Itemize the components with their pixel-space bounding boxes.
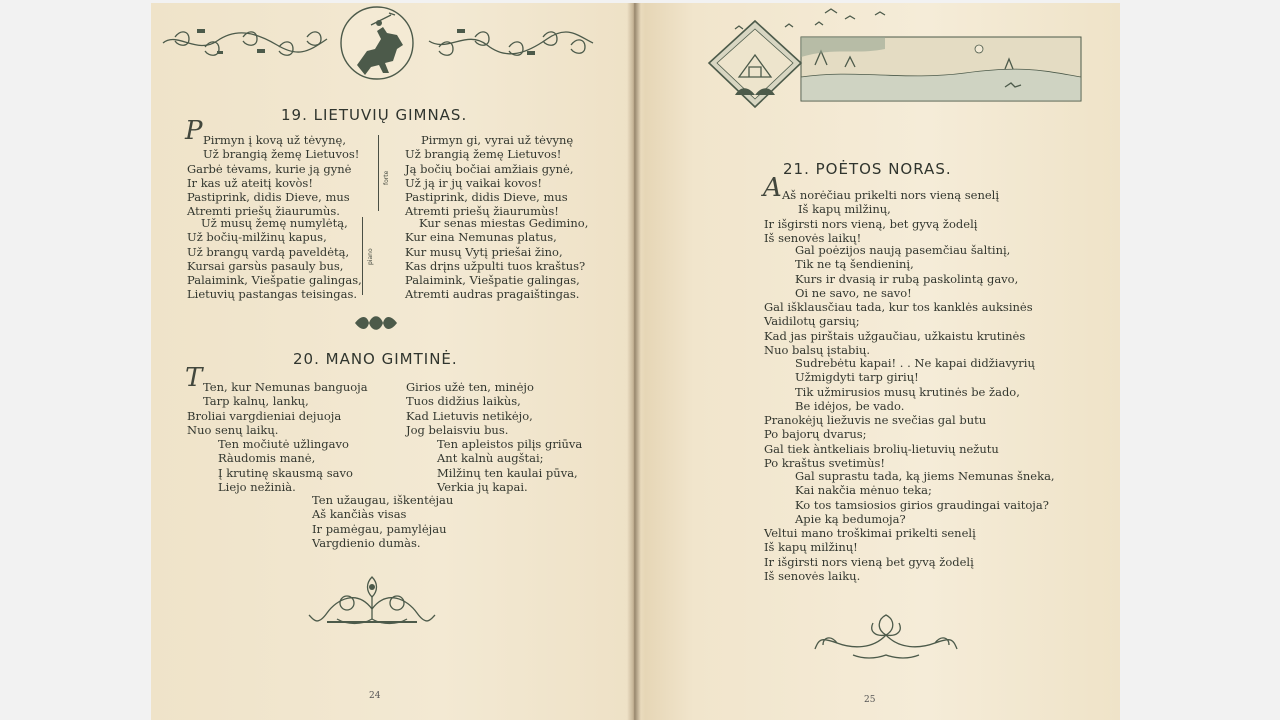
vignette-frame (709, 21, 801, 107)
drop-cap-p: P (185, 116, 203, 146)
poem-20-col2-stanza1 (406, 380, 534, 437)
verse-line: Kas drįns užpulti tuos kraštus? (405, 258, 586, 273)
right-scroll-ornament (429, 29, 593, 55)
verse-line: Lietuvių pastangas teisingas. (187, 287, 358, 302)
piano-label: piano (367, 248, 374, 265)
poem-21-stanza6 (795, 469, 1055, 526)
verse-line: Apie ką bedumoja? (795, 511, 906, 526)
verse-line: Ir išgirsti nors vieną bet gyvą žodelį (764, 554, 974, 569)
book-spread (151, 3, 1120, 720)
header-ornament (157, 3, 597, 83)
verse-line: Atremti priešų žiaurumùs. (187, 204, 340, 219)
drop-cap-t: T (185, 363, 203, 393)
verse-line: Už ją ir jų vaikai kovos! (405, 175, 542, 190)
piano-bracket-line (362, 217, 363, 295)
verse-line: Iš senovės laikų. (764, 568, 861, 583)
landscape-vignette (705, 7, 1085, 125)
poem-21-stanza4 (795, 356, 1035, 413)
verse-line: Gal suprastu tada, ką jiems Nemunas šneka, (795, 469, 1055, 483)
poem-21-stanza3 (764, 300, 1033, 357)
poem-20-title: 20. MANO GIMTINĖ. (293, 350, 458, 368)
verse-line: Kur senas miestas Gedimino, (419, 216, 589, 230)
verse-line: Veltui mano troškimai prikelti senelį (764, 526, 976, 540)
verse-line: Ir kas už ateitį kovòs! (187, 175, 313, 190)
verse-line: Nuo balsų įstabių. (764, 342, 871, 357)
verse-line: Po kraštus svetimùs! (764, 455, 885, 470)
verse-line: Garbė tėvams, kurie ją gynė (187, 161, 352, 176)
verse-line: Atremti priešų žiaurumùs! (405, 204, 559, 219)
verse-line: Be idėjos, be vado. (795, 398, 905, 413)
poem-19-col1-stanza1 (187, 133, 359, 219)
poem-21-title: 21. POĖTOS NORAS. (783, 160, 952, 178)
verse-line: Iš kapų milžinų! (764, 540, 858, 555)
verse-line: Tik užmirusios musų krutinės be žado, (795, 384, 1020, 399)
poem-19-col1-stanza2 (187, 216, 362, 302)
page-number-left: 24 (369, 691, 381, 701)
verse-line: Kurs ir dvasią ir rubą paskolintą gavo, (795, 271, 1019, 286)
verse-line: Tarp kalnų, lankų, (203, 394, 309, 409)
verse-line: Gal išklausčiau tada, kur tos kanklės auksinės (764, 300, 1033, 314)
poem-20-col1-stanza1 (187, 380, 368, 437)
verse-line: Už brangų vardą paveldėtą, (187, 244, 350, 259)
verse-line: Ją bočių bočiai amžiais gynė, (405, 161, 574, 176)
divider-ornament (351, 313, 401, 333)
left-scroll-ornament (163, 29, 327, 55)
verse-line: Ko tos tamsiosios girios graudingai vaitoja? (795, 497, 1049, 512)
verse-line: Tuos didžius laikùs, (406, 394, 521, 409)
verse-line: Nuo senų laikų. (187, 422, 279, 437)
forte-bracket-line (378, 135, 379, 211)
floral-tailpiece (307, 569, 437, 629)
poem-21-stanza7 (764, 526, 976, 583)
verse-line: Oi ne savo, ne savo! (795, 285, 912, 300)
verse-line: Iš kapų milžinų, (798, 202, 891, 217)
verse-line: Gal tiek àntkeliais brolių-lietuvių nežutu (764, 441, 999, 456)
verse-line: Pastiprink, didis Dieve, mus (187, 190, 350, 205)
verse-line: Už musų žemę numylėtą, (201, 216, 348, 230)
verse-line: Palaimink, Viešpatie galingas, (187, 273, 362, 288)
verse-line: Po bajorų dvarus; (764, 427, 867, 442)
verse-line: Broliai vargdieniai dejuoja (187, 408, 342, 423)
poem-19-title: 19. LIETUVIŲ GIMNAS. (281, 106, 468, 124)
verse-line: Ir pamėgau, pamylėjau (312, 521, 447, 536)
verse-line: Iš senovės laikų! (764, 230, 862, 245)
verse-line: Vargdienio dumàs. (312, 535, 421, 550)
drop-cap-a: A (763, 173, 782, 203)
verse-line: Pirmyn gi, vyrai už tėvynę (421, 133, 574, 147)
verse-line: Už bočių-milžinų kapus, (187, 230, 327, 245)
verse-line: Sudrebėtu kapai! . . Ne kapai didžiavyrių (795, 356, 1035, 370)
verse-line: Ràudomis manė, (218, 451, 316, 466)
verse-line: Aš norėčiau prikelti nors vieną senelį (782, 188, 1000, 202)
verse-line: Gal poėzijos naują pasemčiau šaltinį, (795, 243, 1011, 257)
verse-line: Pirmyn į kovą už tėvynę, (203, 133, 347, 147)
forte-label: forte (383, 170, 390, 185)
verse-line: Užmigdyti tarp girių! (795, 370, 919, 385)
verse-line: Vaidilotų garsių; (764, 314, 860, 329)
poem-21-stanza5 (764, 413, 999, 470)
verse-line: Verkia jų kapai. (437, 479, 528, 494)
verse-line: Tik ne tą šendieninį, (795, 257, 914, 272)
verse-line: Už brangią žemę Lietuvos! (405, 147, 562, 162)
poem-19-col2-stanza2 (405, 216, 588, 302)
verse-line: Atremti audras pragaištingas. (405, 287, 580, 302)
verse-line: Ten, kur Nemunas banguoja (203, 380, 368, 394)
verse-line: Ant kalnù augštai; (437, 451, 544, 466)
verse-line: Kursai garsùs pasauly bus, (187, 258, 344, 273)
verse-line: Palaimink, Viešpatie galingas, (405, 273, 580, 288)
poem-21-stanza1 (764, 188, 999, 245)
verse-line: Girios užė ten, minėjo (406, 380, 534, 394)
lotus-tailpiece (813, 609, 959, 665)
page-number-right: 25 (864, 695, 876, 705)
page-24 (151, 3, 633, 720)
poem-21-stanza2 (795, 243, 1018, 300)
poem-20-center-stanza (312, 493, 453, 550)
poem-20-col2-stanza2 (437, 437, 582, 494)
verse-line: Į krutinę skausmą savo (218, 465, 353, 480)
verse-line: Kad Lietuvis netikėjo, (406, 408, 533, 423)
verse-line: Kur musų Vytį priešai žino, (405, 244, 563, 259)
page-25 (633, 3, 1120, 720)
verse-line: Pastiprink, didis Dieve, mus (405, 190, 568, 205)
verse-line: Už brangią žemę Lietuvos! (203, 147, 360, 162)
verse-line: Kad jas pirštais užgaučiau, užkaistu krutinės (764, 328, 1026, 343)
verse-line: Pranokėjų liežuvis ne svečias gal butu (764, 413, 987, 427)
verse-line: Kai nakčia mėnuo teka; (795, 483, 932, 498)
verse-line: Ten užaugau, iškentėjau (312, 493, 454, 507)
poem-20-col1-stanza2 (218, 437, 353, 494)
verse-line: Ir išgirsti nors vieną, bet gyvą žodelį (764, 216, 978, 231)
verse-line: Ten močiutė užlingavo (218, 437, 349, 451)
verse-line: Kur eina Nemunas platus, (405, 230, 557, 245)
verse-line: Aš kančiàs visas (312, 507, 407, 522)
verse-line: Ten apleistos pilįs griūva (437, 437, 583, 451)
verse-line: Milžinų ten kaulai pūva, (437, 465, 578, 480)
poem-19-col2-stanza1 (405, 133, 574, 219)
verse-line: Liejo nežinià. (218, 479, 296, 494)
verse-line: Jog belaisviu bus. (406, 422, 509, 437)
vytis-medallion (341, 7, 413, 79)
